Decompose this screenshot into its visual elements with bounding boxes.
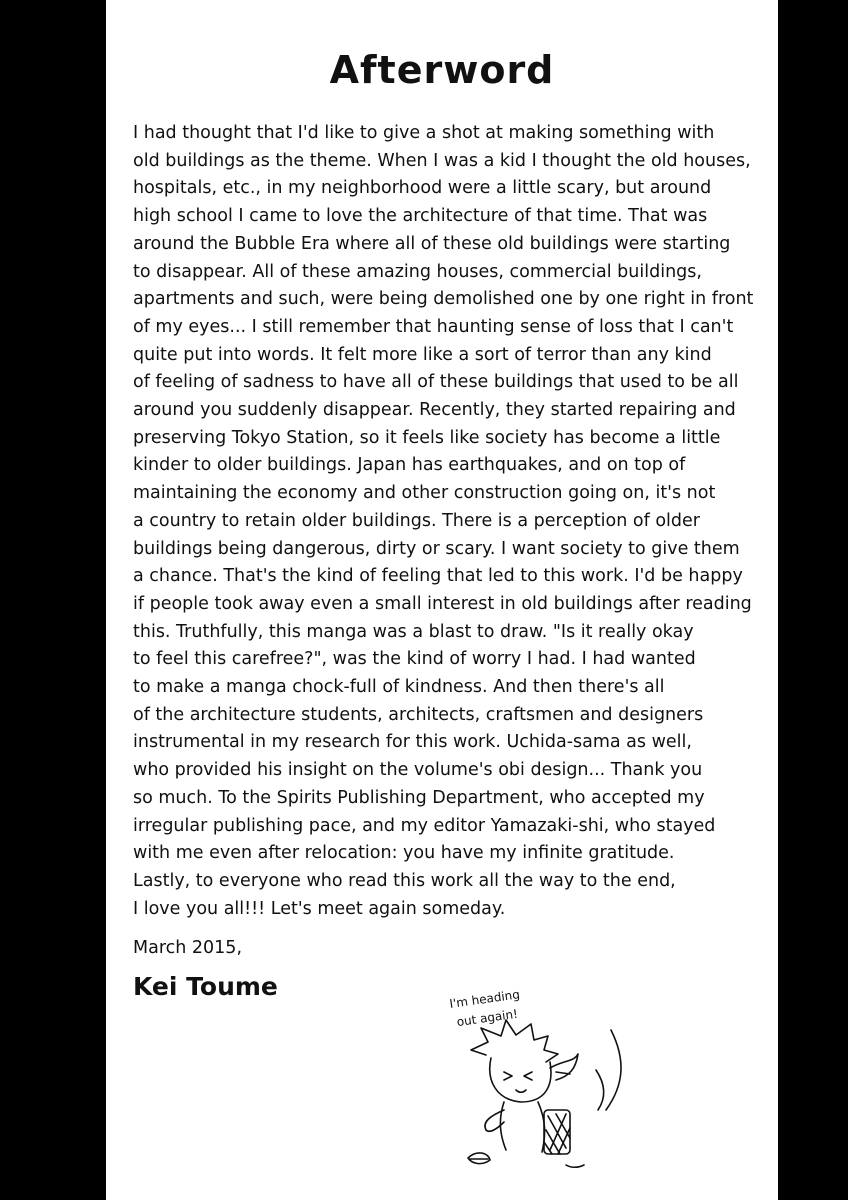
text-line: to feel this carefree?", was the kind of worry I had. I had wanted xyxy=(133,649,696,670)
text-line: this. Truthfully, this manga was a blast to draw. "Is it really okay xyxy=(133,621,694,642)
text-line: to disappear. All of these amazing houses, commercial buildings, xyxy=(133,261,702,282)
page-title: Afterword xyxy=(329,48,555,92)
text-line: quite put into words. It felt more like a sort of terror than any kind xyxy=(133,344,712,365)
author-signature: Kei Toume xyxy=(133,972,278,1001)
text-line: buildings being dangerous, dirty or scary. I want society to give them xyxy=(133,538,740,559)
text-line: maintaining the economy and other construction going on, it's not xyxy=(133,483,716,504)
text-line: preserving Tokyo Station, so it feels like society has become a little xyxy=(133,427,721,448)
afterword-paper xyxy=(106,0,778,1200)
text-line: a country to retain older buildings. There is a perception of older xyxy=(133,510,700,531)
text-line: high school I came to love the architecture of that time. That was xyxy=(133,206,708,227)
text-line: kinder to older buildings. Japan has earthquakes, and on top of xyxy=(133,455,686,476)
speech-line: out again! xyxy=(455,1006,519,1030)
text-line: to make a manga chock-full of kindness. And then there's all xyxy=(133,677,665,698)
text-line: instrumental in my research for this work. Uchida-sama as well, xyxy=(133,732,692,753)
text-line: who provided his insight on the volume's obi design... Thank you xyxy=(133,760,703,781)
text-line: if people took away even a small interest in old buildings after reading xyxy=(133,593,752,614)
text-line: apartments and such, were being demolished one by one right in front xyxy=(133,289,754,310)
text-line: old buildings as the theme. When I was a kid I thought the old houses, xyxy=(133,150,751,171)
text-line: around you suddenly disappear. Recently, they started repairing and xyxy=(133,400,736,421)
text-line: hospitals, etc., in my neighborhood were a little scary, but around xyxy=(133,178,712,199)
text-line: around the Bubble Era where all of these old buildings were starting xyxy=(133,233,731,254)
signature-date: March 2015, xyxy=(133,938,243,958)
text-line: I had thought that I'd like to give a shot at making something with xyxy=(133,123,715,143)
text-line: a chance. That's the kind of feeling that led to this work. I'd be happy xyxy=(133,566,743,587)
text-line: Lastly, to everyone who read this work all the way to the end, xyxy=(133,870,676,891)
afterword-body xyxy=(133,120,773,923)
text-line: of the architecture students, architects, craftsmen and designers xyxy=(133,704,704,725)
text-line: of feeling of sadness to have all of these buildings that used to be all xyxy=(133,372,739,393)
text-line: irregular publishing pace, and my editor Yamazaki-shi, who stayed xyxy=(133,815,716,836)
text-line: so much. To the Spirits Publishing Department, who accepted my xyxy=(133,787,705,808)
text-line: of my eyes... I still remember that haunting sense of loss that I can't xyxy=(133,316,734,337)
speech-line: I'm heading xyxy=(448,987,521,1011)
text-line: with me even after relocation: you have my infinite gratitude. xyxy=(133,843,675,864)
text-line: I love you all!!! Let's meet again someday. xyxy=(133,898,506,919)
chibi-author-sketch-icon xyxy=(446,1010,666,1180)
